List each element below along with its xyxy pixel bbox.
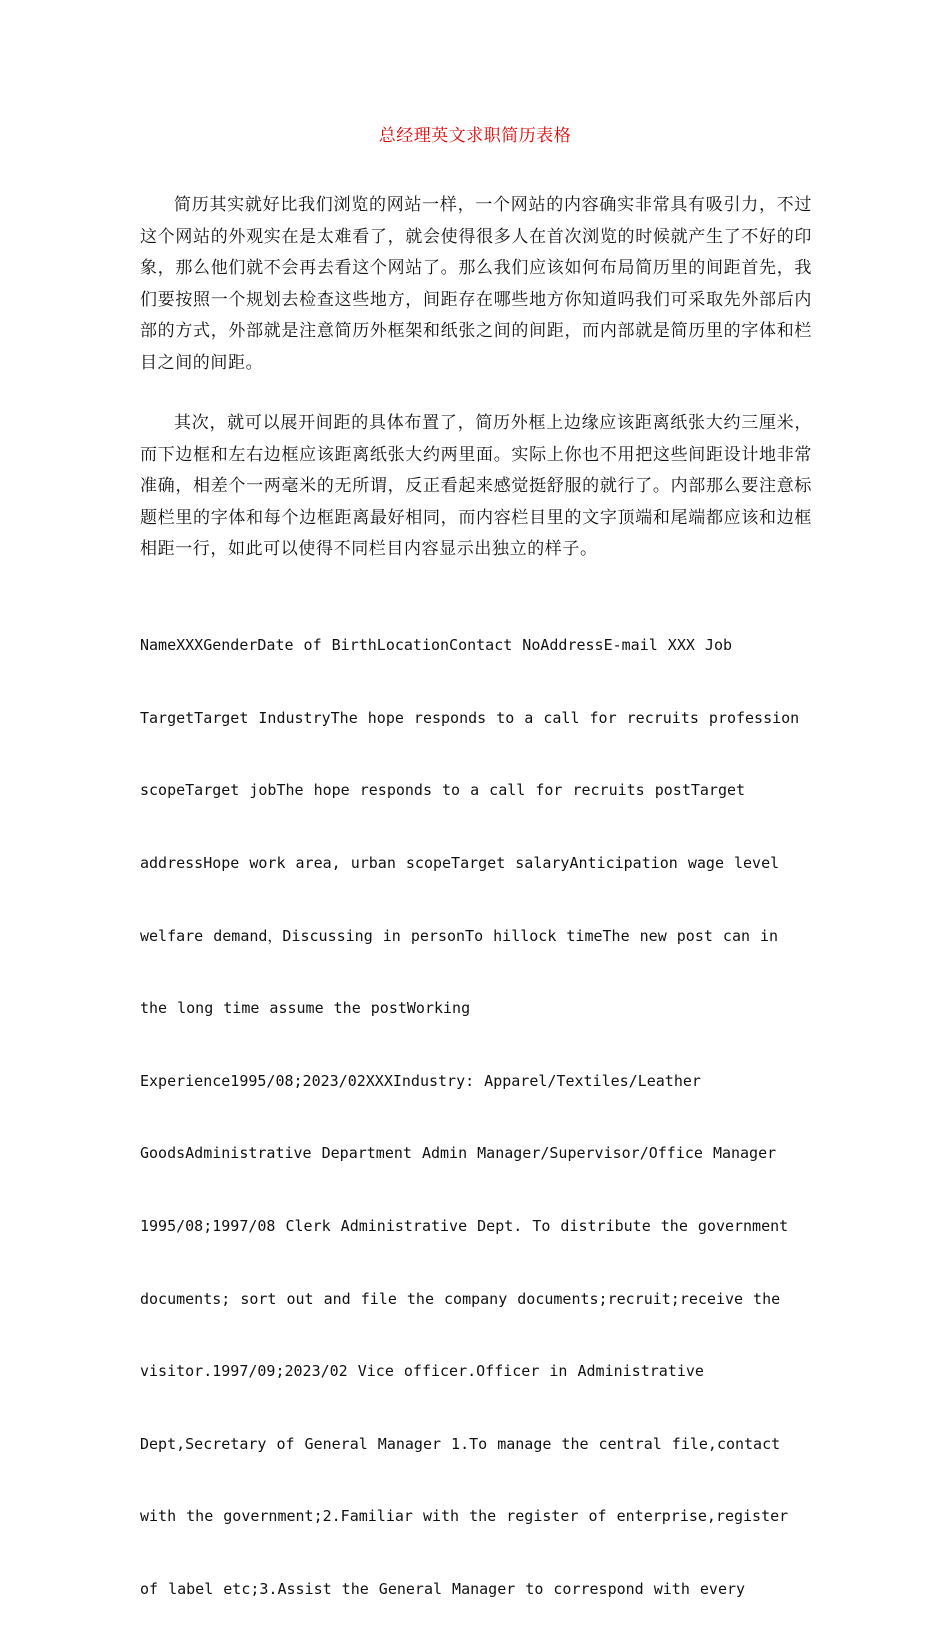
resume-line: of label etc;3.Assist the General Manager to correspond with every — [140, 1580, 746, 1599]
document-title: 总经理英文求职简历表格 — [378, 126, 572, 146]
resume-line: 1995/08;1997/08 Clerk Administrative Dept. To distribute the government — [140, 1217, 789, 1236]
resume-line: Experience1995/08;2023/02XXXIndustry: Apparel/Textiles/Leather — [140, 1071, 701, 1090]
resume-line: Dept,Secretary of General Manager 1.To manage the central file,contact — [140, 1434, 781, 1453]
resume-line: scopeTarget jobThe hope responds to a call for recruits postTarget — [140, 781, 746, 800]
resume-line: visitor.1997/09;2023/02 Vice officer.Officer in Administrative — [140, 1362, 704, 1381]
resume-line: with the government;2.Familiar with the register of enterprise,register — [140, 1507, 789, 1526]
resume-line: NameXXXGenderDate of BirthLocationContact NoAddressE-mail XXX Job — [140, 636, 732, 655]
spacing-paragraph: 其次，就可以展开间距的具体布置了，简历外框上边缘应该距离纸张大约三厘米，而下边框和左右边框应该距离纸张大约两里面。实际上你也不用把这些间距设计地非常准确，相差个一两毫米的无所谓，反正看起来感觉挺舒服的就行了。内部那么要注意标题栏里的字体和每个边框距离最好相同，而内容栏目里的文字顶端和尾端都应该和边框相距一行，如此可以使得不同栏目内容显示出独立的样子。 — [140, 413, 812, 559]
resume-line: GoodsAdministrative Department Admin Manager/Supervisor/Office Manager — [140, 1144, 777, 1163]
resume-line: addressHope work area, urban scopeTarget salaryAnticipation wage level — [140, 854, 780, 873]
resume-line: TargetTarget IndustryThe hope responds to a call for recruits profession — [140, 708, 800, 727]
resume-line: welfare demand，Discussing in personTo hillock timeThe new post can in — [140, 926, 779, 945]
resume-text-block — [140, 591, 822, 1644]
resume-line: the long time assume the postWorking — [140, 999, 471, 1018]
intro-paragraph: 简历其实就好比我们浏览的网站一样，一个网站的内容确实非常具有吸引力，不过这个网站的外观实在是太难看了，就会使得很多人在首次浏览的时候就产生了不好的印象，那么他们就不会再去看这个网站了。那么我们应该如何布局简历里的间距首先，我们要按照一个规划去检查这些地方，间距存在哪些地方你知道吗我们可采取先外部后内部的方式，外部就是注意简历外框架和纸张之间的间距，而内部就是简历里的字体和栏目之间的间距。 — [140, 195, 812, 373]
resume-line: documents; sort out and file the company documents;recruit;receive the — [140, 1289, 781, 1308]
